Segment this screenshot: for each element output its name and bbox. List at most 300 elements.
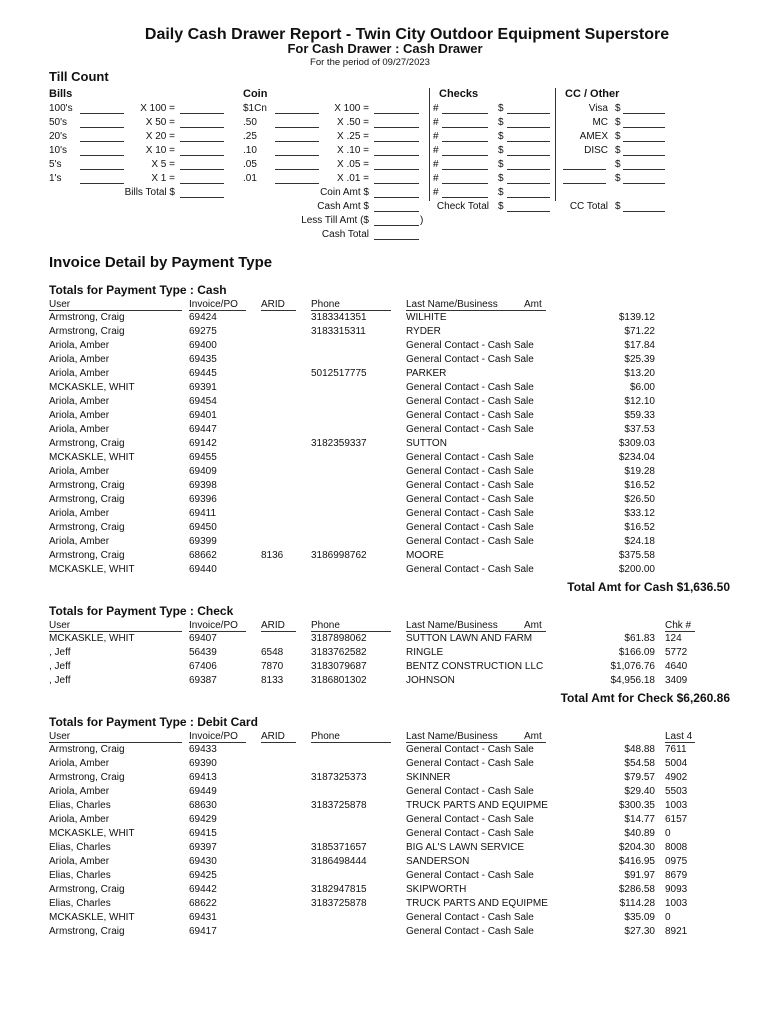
debit-cell-amt: $14.77 bbox=[624, 814, 655, 825]
cash-cell-user: Ariola, Amber bbox=[49, 340, 110, 351]
check-cell-user: MCKASKLE, WHIT bbox=[49, 633, 135, 644]
cash-table-row bbox=[0, 521, 770, 535]
debit-cell-invoice: 69449 bbox=[189, 786, 217, 797]
cash-cell-amt: $13.20 bbox=[624, 368, 655, 379]
cash-cell-name: General Contact - Cash Sale bbox=[406, 480, 534, 491]
check-dollar: $ bbox=[498, 131, 504, 142]
cash-table-row bbox=[0, 311, 770, 325]
check-header-phone: Phone bbox=[311, 620, 340, 631]
cc-dollar: $ bbox=[615, 159, 621, 170]
debit-cell-name: General Contact - Cash Sale bbox=[406, 828, 534, 839]
cash-cell-phone: 5012517775 bbox=[311, 368, 367, 379]
debit-cell-extra: 1003 bbox=[665, 800, 688, 811]
check-cell-amt: $166.09 bbox=[618, 647, 655, 658]
coin-amt-label: Coin Amt $ bbox=[320, 187, 369, 198]
check-table-row bbox=[0, 660, 770, 674]
coin-amount-field[interactable] bbox=[374, 117, 419, 128]
cc-amount-field[interactable] bbox=[623, 117, 665, 128]
till-divider-2 bbox=[555, 88, 556, 201]
coin-amount-field[interactable] bbox=[374, 103, 419, 114]
report-period: For the period of 09/27/2023 bbox=[310, 57, 430, 68]
cash-cell-invoice: 69450 bbox=[189, 522, 217, 533]
checks-heading: Checks bbox=[439, 88, 479, 100]
debit-table-row bbox=[0, 771, 770, 785]
cash-cell-user: Ariola, Amber bbox=[49, 396, 110, 407]
cc-amount-field[interactable] bbox=[623, 145, 665, 156]
debit-cell-user: Elias, Charles bbox=[49, 870, 111, 881]
cash-cell-name: General Contact - Cash Sale bbox=[406, 396, 534, 407]
cash-cell-amt: $59.33 bbox=[624, 410, 655, 421]
cash-cell-invoice: 69142 bbox=[189, 438, 217, 449]
debit-cell-user: Ariola, Amber bbox=[49, 758, 110, 769]
bill-amount-field[interactable] bbox=[180, 103, 224, 114]
coin-amount-field[interactable] bbox=[374, 173, 419, 184]
check-hash: # bbox=[433, 145, 439, 156]
debit-cell-user: Ariola, Amber bbox=[49, 786, 110, 797]
bill-multiplier: X 1 = bbox=[151, 173, 175, 184]
cash-table-row bbox=[0, 479, 770, 493]
cc-other-name-field[interactable] bbox=[563, 159, 606, 170]
debit-cell-amt: $91.97 bbox=[624, 870, 655, 881]
check-header-user: User bbox=[49, 620, 71, 631]
coin-label: .05 bbox=[243, 159, 257, 170]
debit-cell-extra: 0 bbox=[665, 828, 671, 839]
invoice-detail-heading: Invoice Detail by Payment Type bbox=[49, 254, 273, 271]
cash-cell-name: General Contact - Cash Sale bbox=[406, 424, 534, 435]
debit-cell-extra: 8921 bbox=[665, 926, 688, 937]
check-cell-name: BENTZ CONSTRUCTION LLC bbox=[406, 661, 544, 672]
cash-cell-amt: $16.52 bbox=[624, 522, 655, 533]
less-till-close: ) bbox=[420, 215, 424, 226]
check-dollar: $ bbox=[498, 187, 504, 198]
debit-cell-invoice: 69415 bbox=[189, 828, 217, 839]
check-total-label: Check Total bbox=[436, 201, 489, 212]
debit-table-row bbox=[0, 785, 770, 799]
cash-cell-invoice: 69455 bbox=[189, 452, 217, 463]
debit-table-row bbox=[0, 827, 770, 841]
cc-dollar: $ bbox=[615, 117, 621, 128]
cash-cell-amt: $37.53 bbox=[624, 424, 655, 435]
check-cell-arid: 6548 bbox=[261, 647, 284, 658]
check-cell-name: RINGLE bbox=[406, 647, 444, 658]
cash-cell-user: Armstrong, Craig bbox=[49, 438, 125, 449]
till-count-heading: Till Count bbox=[49, 69, 109, 84]
debit-cell-extra: 5004 bbox=[665, 758, 688, 769]
debit-cell-name: General Contact - Cash Sale bbox=[406, 870, 534, 881]
cash-cell-user: Ariola, Amber bbox=[49, 466, 110, 477]
cash-cell-phone: 3183341351 bbox=[311, 312, 367, 323]
coin-label: .25 bbox=[243, 131, 257, 142]
cash-cell-user: Armstrong, Craig bbox=[49, 522, 125, 533]
cash-table-row bbox=[0, 437, 770, 451]
report-subtitle: For Cash Drawer : Cash Drawer bbox=[287, 41, 483, 56]
debit-cell-name: General Contact - Cash Sale bbox=[406, 744, 534, 755]
debit-cell-amt: $416.95 bbox=[618, 856, 655, 867]
cash-cell-user: Ariola, Amber bbox=[49, 508, 110, 519]
debit-cell-extra: 1003 bbox=[665, 898, 688, 909]
cash-cell-invoice: 69411 bbox=[189, 508, 217, 519]
coin-label: .10 bbox=[243, 145, 257, 156]
cash-cell-user: Armstrong, Craig bbox=[49, 480, 125, 491]
cash-cell-amt: $12.10 bbox=[624, 396, 655, 407]
cash-cell-amt: $139.12 bbox=[618, 312, 655, 323]
bills-total-field[interactable] bbox=[180, 187, 224, 198]
cash-cell-name: RYDER bbox=[406, 326, 441, 337]
check-cell-amt: $4,956.18 bbox=[610, 675, 655, 686]
cc-amount-field[interactable] bbox=[623, 159, 665, 170]
cash-cell-invoice: 69275 bbox=[189, 326, 217, 337]
debit-cell-amt: $286.58 bbox=[618, 884, 655, 895]
cash-cell-user: Armstrong, Craig bbox=[49, 326, 125, 337]
debit-cell-phone: 3185371657 bbox=[311, 842, 367, 853]
cash-cell-amt: $234.04 bbox=[618, 452, 655, 463]
cc-total-field[interactable] bbox=[623, 201, 665, 212]
check-cell-name: JOHNSON bbox=[406, 675, 455, 686]
coin-multiplier: X .25 = bbox=[337, 131, 369, 142]
check-cell-invoice: 56439 bbox=[189, 647, 217, 658]
debit-cell-extra: 4902 bbox=[665, 772, 688, 783]
bill-label: 10's bbox=[49, 145, 68, 156]
cc-dollar: $ bbox=[615, 145, 621, 156]
cc-amount-field[interactable] bbox=[623, 173, 665, 184]
cc-other-name-field[interactable] bbox=[563, 173, 606, 184]
cash-cell-user: MCKASKLE, WHIT bbox=[49, 382, 135, 393]
check-hash: # bbox=[433, 187, 439, 198]
cash-cell-name: MOORE bbox=[406, 550, 444, 561]
debit-cell-invoice: 68622 bbox=[189, 898, 217, 909]
cash-cell-name: General Contact - Cash Sale bbox=[406, 536, 534, 547]
check-dollar: $ bbox=[498, 159, 504, 170]
coin-amount-field[interactable] bbox=[374, 159, 419, 170]
cash-cell-amt: $25.39 bbox=[624, 354, 655, 365]
debit-cell-name: General Contact - Cash Sale bbox=[406, 814, 534, 825]
cash-cell-arid: 8136 bbox=[261, 550, 284, 561]
cash-cell-user: MCKASKLE, WHIT bbox=[49, 564, 135, 575]
cash-cell-invoice: 69398 bbox=[189, 480, 217, 491]
cash-cell-name: General Contact - Cash Sale bbox=[406, 466, 534, 477]
cash-cell-invoice: 69396 bbox=[189, 494, 217, 505]
coin-multiplier: X .01 = bbox=[337, 173, 369, 184]
check-cell-arid: 8133 bbox=[261, 675, 284, 686]
debit-cell-extra: 0975 bbox=[665, 856, 688, 867]
debit-table-row bbox=[0, 743, 770, 757]
coin-amount-field[interactable] bbox=[374, 131, 419, 142]
less-till-label: Less Till Amt ($ bbox=[301, 215, 369, 226]
debit-cell-name: TRUCK PARTS AND EQUIPME bbox=[406, 800, 548, 811]
debit-cell-name: General Contact - Cash Sale bbox=[406, 912, 534, 923]
debit-cell-user: Ariola, Amber bbox=[49, 814, 110, 825]
bills-heading: Bills bbox=[49, 88, 73, 100]
cash-cell-user: Ariola, Amber bbox=[49, 354, 110, 365]
cash-cell-amt: $17.84 bbox=[624, 340, 655, 351]
cash-cell-user: Armstrong, Craig bbox=[49, 312, 125, 323]
check-cell-phone: 3187898062 bbox=[311, 633, 367, 644]
debit-table-row bbox=[0, 883, 770, 897]
check-cell-invoice: 67406 bbox=[189, 661, 217, 672]
debit-cell-user: Armstrong, Craig bbox=[49, 744, 125, 755]
cash-cell-user: Armstrong, Craig bbox=[49, 550, 125, 561]
cash-cell-phone: 3186998762 bbox=[311, 550, 367, 561]
cash-total-field[interactable] bbox=[374, 229, 419, 240]
bill-amount-field[interactable] bbox=[180, 173, 224, 184]
bills-total-label: Bills Total $ bbox=[124, 187, 175, 198]
check-cell-extra: 3409 bbox=[665, 675, 688, 686]
cash-cell-invoice: 69399 bbox=[189, 536, 217, 547]
cash-cell-user: Armstrong, Craig bbox=[49, 494, 125, 505]
debit-section-title: Totals for Payment Type : Debit Card bbox=[49, 715, 258, 729]
debit-cell-amt: $300.35 bbox=[618, 800, 655, 811]
debit-cell-amt: $204.30 bbox=[618, 842, 655, 853]
cash-cell-invoice: 68662 bbox=[189, 550, 217, 561]
check-header-name: Last Name/Business bbox=[406, 620, 498, 631]
check-amount-field[interactable] bbox=[507, 117, 550, 128]
coin-amount-field[interactable] bbox=[374, 145, 419, 156]
cash-table-row bbox=[0, 325, 770, 339]
cash-cell-amt: $19.28 bbox=[624, 466, 655, 477]
cash-cell-amt: $16.52 bbox=[624, 480, 655, 491]
bill-label: 5's bbox=[49, 159, 62, 170]
cash-header-invoice: Invoice/PO bbox=[189, 299, 238, 310]
debit-table-row bbox=[0, 757, 770, 771]
check-number-field[interactable] bbox=[442, 131, 488, 142]
debit-cell-name: General Contact - Cash Sale bbox=[406, 926, 534, 937]
debit-cell-invoice: 69430 bbox=[189, 856, 217, 867]
coin-multiplier: X .50 = bbox=[337, 117, 369, 128]
debit-cell-phone: 3183725878 bbox=[311, 898, 367, 909]
check-hash: # bbox=[433, 173, 439, 184]
cash-cell-amt: $375.58 bbox=[618, 550, 655, 561]
cash-table-row bbox=[0, 381, 770, 395]
cash-header-phone: Phone bbox=[311, 299, 340, 310]
debit-cell-amt: $27.30 bbox=[624, 926, 655, 937]
check-number-field[interactable] bbox=[442, 173, 488, 184]
coin-multiplier: X .10 = bbox=[337, 145, 369, 156]
less-till-field[interactable] bbox=[374, 215, 419, 226]
check-cell-name: SUTTON LAWN AND FARM bbox=[406, 633, 533, 644]
report-title: Daily Cash Drawer Report - Twin City Outdoor Equipment Superstore bbox=[144, 26, 670, 43]
cash-table-row bbox=[0, 339, 770, 353]
check-amount-field[interactable] bbox=[507, 173, 550, 184]
debit-cell-invoice: 68630 bbox=[189, 800, 217, 811]
cash-cell-amt: $24.18 bbox=[624, 536, 655, 547]
cash-table-row bbox=[0, 535, 770, 549]
bill-label: 50's bbox=[49, 117, 68, 128]
cash-table-row bbox=[0, 353, 770, 367]
bill-amount-field[interactable] bbox=[180, 131, 224, 142]
cash-section-title: Totals for Payment Type : Cash bbox=[49, 283, 227, 297]
check-cell-user: , Jeff bbox=[49, 647, 71, 658]
check-dollar: $ bbox=[498, 103, 504, 114]
debit-cell-name: TRUCK PARTS AND EQUIPME bbox=[406, 898, 548, 909]
cash-amt-label: Cash Amt $ bbox=[317, 201, 369, 212]
debit-cell-amt: $54.58 bbox=[624, 758, 655, 769]
debit-table-row bbox=[0, 869, 770, 883]
cash-table-row bbox=[0, 409, 770, 423]
check-cell-extra: 124 bbox=[665, 633, 682, 644]
debit-cell-user: Ariola, Amber bbox=[49, 856, 110, 867]
cash-table-row bbox=[0, 451, 770, 465]
cc-dollar: $ bbox=[615, 103, 621, 114]
debit-cell-user: MCKASKLE, WHIT bbox=[49, 912, 135, 923]
cc-label: Visa bbox=[588, 103, 608, 114]
cash-total: Total Amt for Cash $1,636.50 bbox=[567, 580, 730, 594]
cash-cell-invoice: 69445 bbox=[189, 368, 217, 379]
cash-cell-invoice: 69440 bbox=[189, 564, 217, 575]
check-dollar: $ bbox=[498, 145, 504, 156]
cash-cell-name: General Contact - Cash Sale bbox=[406, 354, 534, 365]
check-hash: # bbox=[433, 117, 439, 128]
cash-cell-invoice: 69400 bbox=[189, 340, 217, 351]
debit-cell-extra: 7611 bbox=[665, 744, 687, 755]
debit-cell-amt: $114.28 bbox=[619, 898, 655, 909]
cash-cell-user: Ariola, Amber bbox=[49, 410, 110, 421]
debit-cell-invoice: 69425 bbox=[189, 870, 217, 881]
bill-label: 1's bbox=[49, 173, 62, 184]
debit-table-row bbox=[0, 925, 770, 939]
bill-amount-field[interactable] bbox=[180, 145, 224, 156]
bill-multiplier: X 5 = bbox=[151, 159, 175, 170]
check-section-title: Totals for Payment Type : Check bbox=[49, 604, 234, 618]
debit-cell-phone: 3187325373 bbox=[311, 772, 367, 783]
check-cell-amt: $1,076.76 bbox=[610, 661, 655, 672]
debit-cell-user: Elias, Charles bbox=[49, 842, 111, 853]
cc-label: DISC bbox=[584, 145, 608, 156]
coin-label: $1Cn bbox=[243, 103, 267, 114]
cc-dollar: $ bbox=[615, 173, 621, 184]
cash-table-row bbox=[0, 367, 770, 381]
cash-table-row bbox=[0, 507, 770, 521]
bill-label: 100's bbox=[49, 103, 73, 114]
check-cell-amt: $61.83 bbox=[624, 633, 655, 644]
check-cell-phone: 3183762582 bbox=[311, 647, 367, 658]
cc-total-label: CC Total bbox=[569, 201, 608, 212]
debit-cell-extra: 0 bbox=[665, 912, 671, 923]
check-amount-field[interactable] bbox=[507, 159, 550, 170]
debit-header-invoice: Invoice/PO bbox=[189, 731, 238, 742]
check-cell-extra: 5772 bbox=[665, 647, 688, 658]
debit-header-user: User bbox=[49, 731, 71, 742]
cash-cell-name: PARKER bbox=[406, 368, 447, 379]
bill-label: 20's bbox=[49, 131, 68, 142]
cash-table-row bbox=[0, 465, 770, 479]
debit-cell-amt: $79.57 bbox=[624, 772, 655, 783]
cash-amt-field[interactable] bbox=[374, 201, 419, 212]
cash-cell-invoice: 69424 bbox=[189, 312, 217, 323]
debit-cell-amt: $29.40 bbox=[624, 786, 655, 797]
check-cell-phone: 3186801302 bbox=[311, 675, 367, 686]
cash-cell-invoice: 69391 bbox=[189, 382, 217, 393]
check-dollar: $ bbox=[498, 173, 504, 184]
cash-table-row bbox=[0, 395, 770, 409]
debit-cell-invoice: 69433 bbox=[189, 744, 217, 755]
cash-cell-invoice: 69435 bbox=[189, 354, 217, 365]
debit-cell-user: Armstrong, Craig bbox=[49, 772, 125, 783]
bill-multiplier: X 50 = bbox=[145, 117, 175, 128]
debit-header-phone: Phone bbox=[311, 731, 340, 742]
cash-cell-name: SUTTON bbox=[406, 438, 447, 449]
check-table-row bbox=[0, 632, 770, 646]
cc-total-dollar: $ bbox=[615, 201, 621, 212]
coin-label: .01 bbox=[243, 173, 257, 184]
debit-cell-phone: 3183725878 bbox=[311, 800, 367, 811]
check-table-row bbox=[0, 674, 770, 688]
bill-amount-field[interactable] bbox=[180, 159, 224, 170]
debit-cell-phone: 3186498444 bbox=[311, 856, 367, 867]
check-hash: # bbox=[433, 131, 439, 142]
check-amount-field[interactable] bbox=[507, 131, 550, 142]
check-header-amt: Amt bbox=[524, 620, 542, 631]
check-cell-extra: 4640 bbox=[665, 661, 688, 672]
debit-cell-invoice: 69442 bbox=[189, 884, 217, 895]
check-header-arid: ARID bbox=[261, 620, 285, 631]
cc-heading: CC / Other bbox=[565, 88, 620, 100]
check-total-field[interactable] bbox=[507, 201, 550, 212]
cash-cell-amt: $309.03 bbox=[618, 438, 655, 449]
cash-cell-name: General Contact - Cash Sale bbox=[406, 508, 534, 519]
debit-table-row bbox=[0, 911, 770, 925]
debit-cell-user: Armstrong, Craig bbox=[49, 884, 125, 895]
check-amount-field[interactable] bbox=[507, 187, 550, 198]
bill-amount-field[interactable] bbox=[180, 117, 224, 128]
cash-header-name: Last Name/Business bbox=[406, 299, 498, 310]
debit-header-arid: ARID bbox=[261, 731, 285, 742]
debit-cell-amt: $48.88 bbox=[624, 744, 655, 755]
cash-cell-invoice: 69447 bbox=[189, 424, 217, 435]
debit-cell-user: Elias, Charles bbox=[49, 898, 111, 909]
debit-cell-name: SANDERSON bbox=[406, 856, 470, 867]
debit-cell-invoice: 69429 bbox=[189, 814, 217, 825]
check-amount-field[interactable] bbox=[507, 145, 550, 156]
cash-cell-name: General Contact - Cash Sale bbox=[406, 382, 534, 393]
cash-cell-name: General Contact - Cash Sale bbox=[406, 564, 534, 575]
cash-cell-amt: $26.50 bbox=[624, 494, 655, 505]
cash-cell-user: Ariola, Amber bbox=[49, 536, 110, 547]
cash-cell-amt: $200.00 bbox=[618, 564, 655, 575]
check-hash: # bbox=[433, 103, 439, 114]
cc-amount-field[interactable] bbox=[623, 103, 665, 114]
debit-cell-amt: $35.09 bbox=[624, 912, 655, 923]
debit-table-row bbox=[0, 841, 770, 855]
cc-amount-field[interactable] bbox=[623, 131, 665, 142]
check-number-field[interactable] bbox=[442, 117, 488, 128]
debit-cell-invoice: 69417 bbox=[189, 926, 217, 937]
debit-header-amt: Amt bbox=[524, 731, 542, 742]
debit-cell-user: Elias, Charles bbox=[49, 800, 111, 811]
cash-cell-invoice: 69409 bbox=[189, 466, 217, 477]
coin-label: .50 bbox=[243, 117, 257, 128]
check-number-field[interactable] bbox=[442, 103, 488, 114]
check-amount-field[interactable] bbox=[507, 103, 550, 114]
cash-cell-name: General Contact - Cash Sale bbox=[406, 340, 534, 351]
debit-cell-phone: 3182947815 bbox=[311, 884, 367, 895]
cash-cell-user: Ariola, Amber bbox=[49, 424, 110, 435]
check-number-field[interactable] bbox=[442, 145, 488, 156]
bill-multiplier: X 100 = bbox=[140, 103, 175, 114]
cash-table-row bbox=[0, 423, 770, 437]
bill-multiplier: X 10 = bbox=[145, 145, 175, 156]
debit-cell-name: SKINNER bbox=[406, 772, 451, 783]
check-number-field[interactable] bbox=[442, 159, 488, 170]
coin-amt-field[interactable] bbox=[374, 187, 419, 198]
debit-header-name: Last Name/Business bbox=[406, 731, 498, 742]
debit-cell-extra: 8679 bbox=[665, 870, 688, 881]
debit-header-extra: Last 4 bbox=[665, 731, 693, 742]
check-cell-user: , Jeff bbox=[49, 661, 71, 672]
cash-header-arid: ARID bbox=[261, 299, 285, 310]
debit-table-row bbox=[0, 813, 770, 827]
check-number-field[interactable] bbox=[442, 187, 488, 198]
till-divider-1 bbox=[429, 88, 430, 201]
